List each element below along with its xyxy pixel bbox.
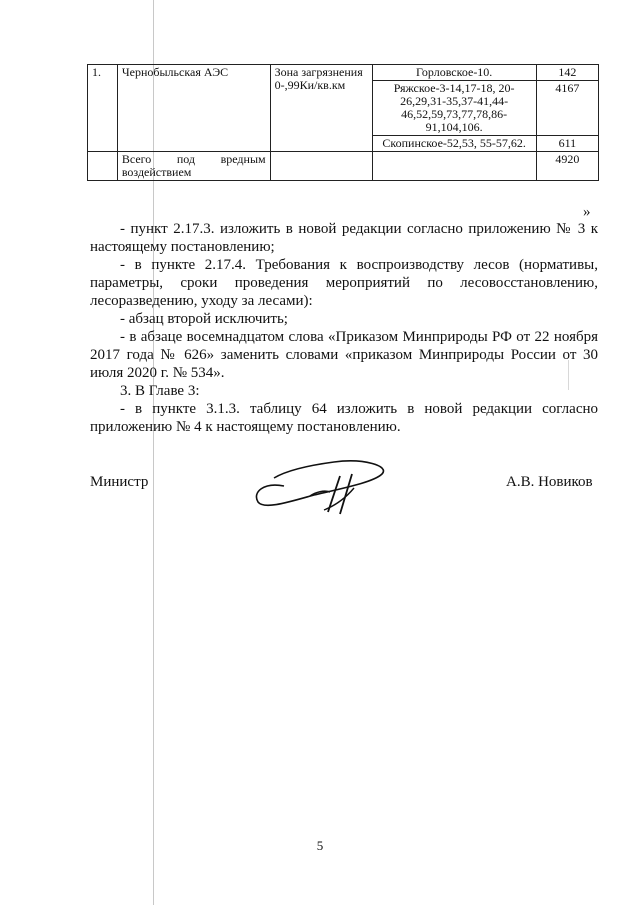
paragraph-2-17-4: - в пункте 2.17.4. Требования к воспроизводству лесов (нормативы, параметры, сроки проведения мероприятий по лесовосстановлению, лесоразведению, уходу за лесами):: [90, 257, 598, 309]
paragraph-3-1-3: - в пункте 3.1.3. таблицу 64 изложить в новой редакции согласно приложению № 4 к настоящему постановлению.: [90, 401, 598, 435]
empty-cell: [372, 152, 536, 181]
total-value: 4920: [536, 152, 598, 181]
paragraph-chapter-3: 3. В Главе 3:: [120, 383, 200, 399]
zone-description: Зона загрязнения 0-,99Ки/кв.км: [270, 65, 372, 152]
sub-value: 142: [536, 65, 598, 81]
handwritten-signature: [244, 452, 394, 522]
station-name: Чернобыльская АЭС: [117, 65, 270, 152]
closing-quote: »: [583, 204, 591, 220]
paragraph-abzac-2: - абзац второй исключить;: [120, 311, 288, 327]
sub-value: 611: [536, 136, 598, 152]
row-number: 1.: [88, 65, 118, 152]
table-row-total: [88, 152, 599, 181]
total-label: Всего под вредным воздействием: [117, 152, 270, 181]
signatory-title: Министр: [90, 474, 149, 490]
paragraph-abzac-18: - в абзаце восемнадцатом слова «Приказом Минприроды РФ от 22 ноября 2017 года № 626» заменить словами «приказом Минприроды России от 30 июля 2020 г. № 534».: [90, 329, 598, 381]
sub-value: 4167: [536, 81, 598, 136]
empty-cell: [88, 152, 118, 181]
table-row: [88, 65, 599, 81]
sub-place: Скопинское-52,53, 55-57,62.: [372, 136, 536, 152]
paragraph-2-17-3: - пункт 2.17.3. изложить в новой редакции согласно приложению № 3 к настоящему постановлению;: [90, 221, 598, 255]
contamination-table: [87, 64, 599, 181]
sub-place: Ряжское-3-14,17-18, 20-26,29,31-35,37-41,44-46,52,59,73,77,78,86-91,104,106.: [372, 81, 536, 136]
sub-place: Горловское-10.: [372, 65, 536, 81]
empty-cell: [270, 152, 372, 181]
page-number: 5: [316, 838, 324, 853]
signatory-name: А.В. Новиков: [506, 474, 593, 490]
